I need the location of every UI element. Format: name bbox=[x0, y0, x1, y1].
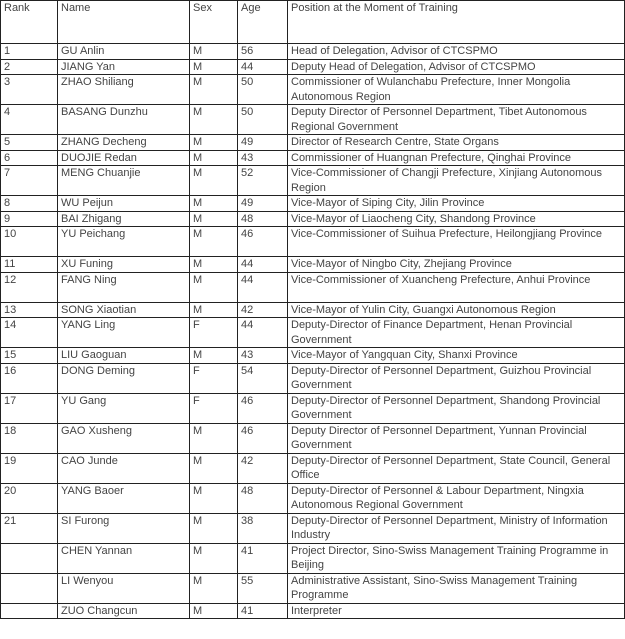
cell-position: Deputy Head of Delegation, Advisor of CTCSPMO bbox=[288, 59, 625, 75]
cell-rank: 19 bbox=[1, 453, 58, 483]
cell-position: Director of Research Centre, State Organs bbox=[288, 135, 625, 151]
cell-position: Head of Delegation, Advisor of CTCSPMO bbox=[288, 44, 625, 60]
cell-sex: M bbox=[190, 423, 238, 453]
cell-name: GU Anlin bbox=[58, 44, 190, 60]
cell-position: Commissioner of Huangnan Prefecture, Qinghai Province bbox=[288, 150, 625, 166]
cell-sex: M bbox=[190, 603, 238, 619]
cell-rank bbox=[1, 573, 58, 603]
cell-rank: 20 bbox=[1, 483, 58, 513]
cell-position: Vice-Mayor of Ningbo City, Zhejiang Province bbox=[288, 257, 625, 273]
cell-age: 44 bbox=[238, 272, 288, 302]
cell-age: 46 bbox=[238, 227, 288, 257]
table-row bbox=[1, 483, 625, 513]
cell-sex: M bbox=[190, 573, 238, 603]
cell-position: Deputy-Director of Personnel Department, State Council, General Office bbox=[288, 453, 625, 483]
cell-rank: 3 bbox=[1, 75, 58, 105]
cell-age: 44 bbox=[238, 59, 288, 75]
cell-age: 46 bbox=[238, 393, 288, 423]
cell-position: Administrative Assistant, Sino-Swiss Management Training Programme bbox=[288, 573, 625, 603]
header-sex: Sex bbox=[190, 1, 238, 44]
header-name: Name bbox=[58, 1, 190, 44]
cell-name: BASANG Dunzhu bbox=[58, 105, 190, 135]
cell-name: YANG Baoer bbox=[58, 483, 190, 513]
cell-rank bbox=[1, 603, 58, 619]
header-rank: Rank bbox=[1, 1, 58, 44]
cell-rank: 21 bbox=[1, 513, 58, 543]
cell-position: Vice-Mayor of Siping City, Jilin Province bbox=[288, 196, 625, 212]
cell-sex: M bbox=[190, 211, 238, 227]
cell-position: Vice-Mayor of Liaocheng City, Shandong Province bbox=[288, 211, 625, 227]
cell-name: JIANG Yan bbox=[58, 59, 190, 75]
cell-rank bbox=[1, 543, 58, 573]
cell-name: GAO Xusheng bbox=[58, 423, 190, 453]
cell-rank: 10 bbox=[1, 227, 58, 257]
cell-age: 46 bbox=[238, 423, 288, 453]
cell-name: LIU Gaoguan bbox=[58, 348, 190, 364]
cell-name: DONG Deming bbox=[58, 363, 190, 393]
cell-position: Vice-Mayor of Yangquan City, Shanxi Province bbox=[288, 348, 625, 364]
cell-rank: 8 bbox=[1, 196, 58, 212]
table-row bbox=[1, 302, 625, 318]
cell-name: CHEN Yannan bbox=[58, 543, 190, 573]
cell-position: Deputy-Director of Personnel Department, Shandong Provincial Government bbox=[288, 393, 625, 423]
cell-sex: M bbox=[190, 150, 238, 166]
cell-position: Deputy-Director of Personnel Department, Guizhou Provincial Government bbox=[288, 363, 625, 393]
table-row bbox=[1, 75, 625, 105]
cell-name: FANG Ning bbox=[58, 272, 190, 302]
table-row bbox=[1, 393, 625, 423]
header-row bbox=[1, 1, 625, 44]
table-row bbox=[1, 513, 625, 543]
cell-age: 55 bbox=[238, 573, 288, 603]
cell-age: 43 bbox=[238, 348, 288, 364]
cell-sex: M bbox=[190, 543, 238, 573]
cell-sex: M bbox=[190, 59, 238, 75]
header-age: Age bbox=[238, 1, 288, 44]
cell-sex: M bbox=[190, 44, 238, 60]
cell-position: Project Director, Sino-Swiss Management Training Programme in Beijing bbox=[288, 543, 625, 573]
cell-age: 41 bbox=[238, 543, 288, 573]
cell-position: Vice-Mayor of Yulin City, Guangxi Autonomous Region bbox=[288, 302, 625, 318]
cell-age: 38 bbox=[238, 513, 288, 543]
cell-position: Deputy Director of Personnel Department, Tibet Autonomous Regional Government bbox=[288, 105, 625, 135]
table-row bbox=[1, 166, 625, 196]
cell-rank: 2 bbox=[1, 59, 58, 75]
cell-age: 50 bbox=[238, 75, 288, 105]
cell-name: ZHAO Shiliang bbox=[58, 75, 190, 105]
cell-sex: F bbox=[190, 393, 238, 423]
cell-age: 44 bbox=[238, 257, 288, 273]
cell-sex: F bbox=[190, 363, 238, 393]
cell-name: YU Gang bbox=[58, 393, 190, 423]
cell-name: BAI Zhigang bbox=[58, 211, 190, 227]
table-row bbox=[1, 363, 625, 393]
header-position: Position at the Moment of Training bbox=[288, 1, 625, 44]
table-row bbox=[1, 135, 625, 151]
table-row bbox=[1, 196, 625, 212]
table-row bbox=[1, 59, 625, 75]
cell-age: 54 bbox=[238, 363, 288, 393]
cell-rank: 9 bbox=[1, 211, 58, 227]
cell-rank: 17 bbox=[1, 393, 58, 423]
cell-age: 56 bbox=[238, 44, 288, 60]
cell-sex: M bbox=[190, 483, 238, 513]
cell-rank: 1 bbox=[1, 44, 58, 60]
table-row bbox=[1, 227, 625, 257]
cell-age: 42 bbox=[238, 453, 288, 483]
cell-sex: M bbox=[190, 135, 238, 151]
cell-sex: M bbox=[190, 75, 238, 105]
cell-age: 49 bbox=[238, 135, 288, 151]
table-row bbox=[1, 44, 625, 60]
cell-position: Commissioner of Wulanchabu Prefecture, Inner Mongolia Autonomous Region bbox=[288, 75, 625, 105]
cell-position: Vice-Commissioner of Changji Prefecture, Xinjiang Autonomous Region bbox=[288, 166, 625, 196]
cell-rank: 12 bbox=[1, 272, 58, 302]
cell-rank: 5 bbox=[1, 135, 58, 151]
cell-rank: 16 bbox=[1, 363, 58, 393]
cell-name: CAO Junde bbox=[58, 453, 190, 483]
cell-name: XU Funing bbox=[58, 257, 190, 273]
table-row bbox=[1, 348, 625, 364]
cell-sex: M bbox=[190, 272, 238, 302]
cell-age: 52 bbox=[238, 166, 288, 196]
cell-name: SONG Xiaotian bbox=[58, 302, 190, 318]
cell-age: 44 bbox=[238, 318, 288, 348]
cell-position: Interpreter bbox=[288, 603, 625, 619]
table-row bbox=[1, 211, 625, 227]
cell-age: 50 bbox=[238, 105, 288, 135]
cell-position: Deputy-Director of Finance Department, Henan Provincial Government bbox=[288, 318, 625, 348]
cell-name: DUOJIE Redan bbox=[58, 150, 190, 166]
cell-sex: M bbox=[190, 166, 238, 196]
cell-rank: 18 bbox=[1, 423, 58, 453]
cell-age: 41 bbox=[238, 603, 288, 619]
cell-rank: 13 bbox=[1, 302, 58, 318]
cell-name: WU Peijun bbox=[58, 196, 190, 212]
cell-position: Deputy-Director of Personnel & Labour Department, Ningxia Autonomous Regional Government bbox=[288, 483, 625, 513]
table-row bbox=[1, 543, 625, 573]
cell-sex: M bbox=[190, 196, 238, 212]
cell-rank: 7 bbox=[1, 166, 58, 196]
cell-name: YU Peichang bbox=[58, 227, 190, 257]
cell-rank: 11 bbox=[1, 257, 58, 273]
cell-rank: 15 bbox=[1, 348, 58, 364]
cell-position: Vice-Commissioner of Xuancheng Prefecture, Anhui Province bbox=[288, 272, 625, 302]
cell-name: LI Wenyou bbox=[58, 573, 190, 603]
cell-rank: 4 bbox=[1, 105, 58, 135]
cell-sex: M bbox=[190, 348, 238, 364]
cell-rank: 6 bbox=[1, 150, 58, 166]
cell-sex: M bbox=[190, 105, 238, 135]
cell-sex: M bbox=[190, 453, 238, 483]
table-row bbox=[1, 318, 625, 348]
cell-position: Deputy Director of Personnel Department, Yunnan Provincial Government bbox=[288, 423, 625, 453]
table-row bbox=[1, 453, 625, 483]
table-row bbox=[1, 257, 625, 273]
cell-age: 49 bbox=[238, 196, 288, 212]
table-row bbox=[1, 105, 625, 135]
cell-name: ZHANG Decheng bbox=[58, 135, 190, 151]
cell-name: ZUO Changcun bbox=[58, 603, 190, 619]
table-row bbox=[1, 603, 625, 619]
cell-age: 42 bbox=[238, 302, 288, 318]
cell-name: YANG Ling bbox=[58, 318, 190, 348]
cell-age: 48 bbox=[238, 211, 288, 227]
cell-name: MENG Chuanjie bbox=[58, 166, 190, 196]
cell-sex: M bbox=[190, 257, 238, 273]
cell-sex: F bbox=[190, 318, 238, 348]
cell-position: Vice-Commissioner of Suihua Prefecture, Heilongjiang Province bbox=[288, 227, 625, 257]
table-row bbox=[1, 272, 625, 302]
cell-age: 43 bbox=[238, 150, 288, 166]
table-row bbox=[1, 150, 625, 166]
cell-sex: M bbox=[190, 513, 238, 543]
table-row bbox=[1, 423, 625, 453]
cell-sex: M bbox=[190, 302, 238, 318]
cell-sex: M bbox=[190, 227, 238, 257]
cell-name: SI Furong bbox=[58, 513, 190, 543]
cell-position: Deputy-Director of Personnel Department, Ministry of Information Industry bbox=[288, 513, 625, 543]
cell-age: 48 bbox=[238, 483, 288, 513]
cell-rank: 14 bbox=[1, 318, 58, 348]
table-row bbox=[1, 573, 625, 603]
